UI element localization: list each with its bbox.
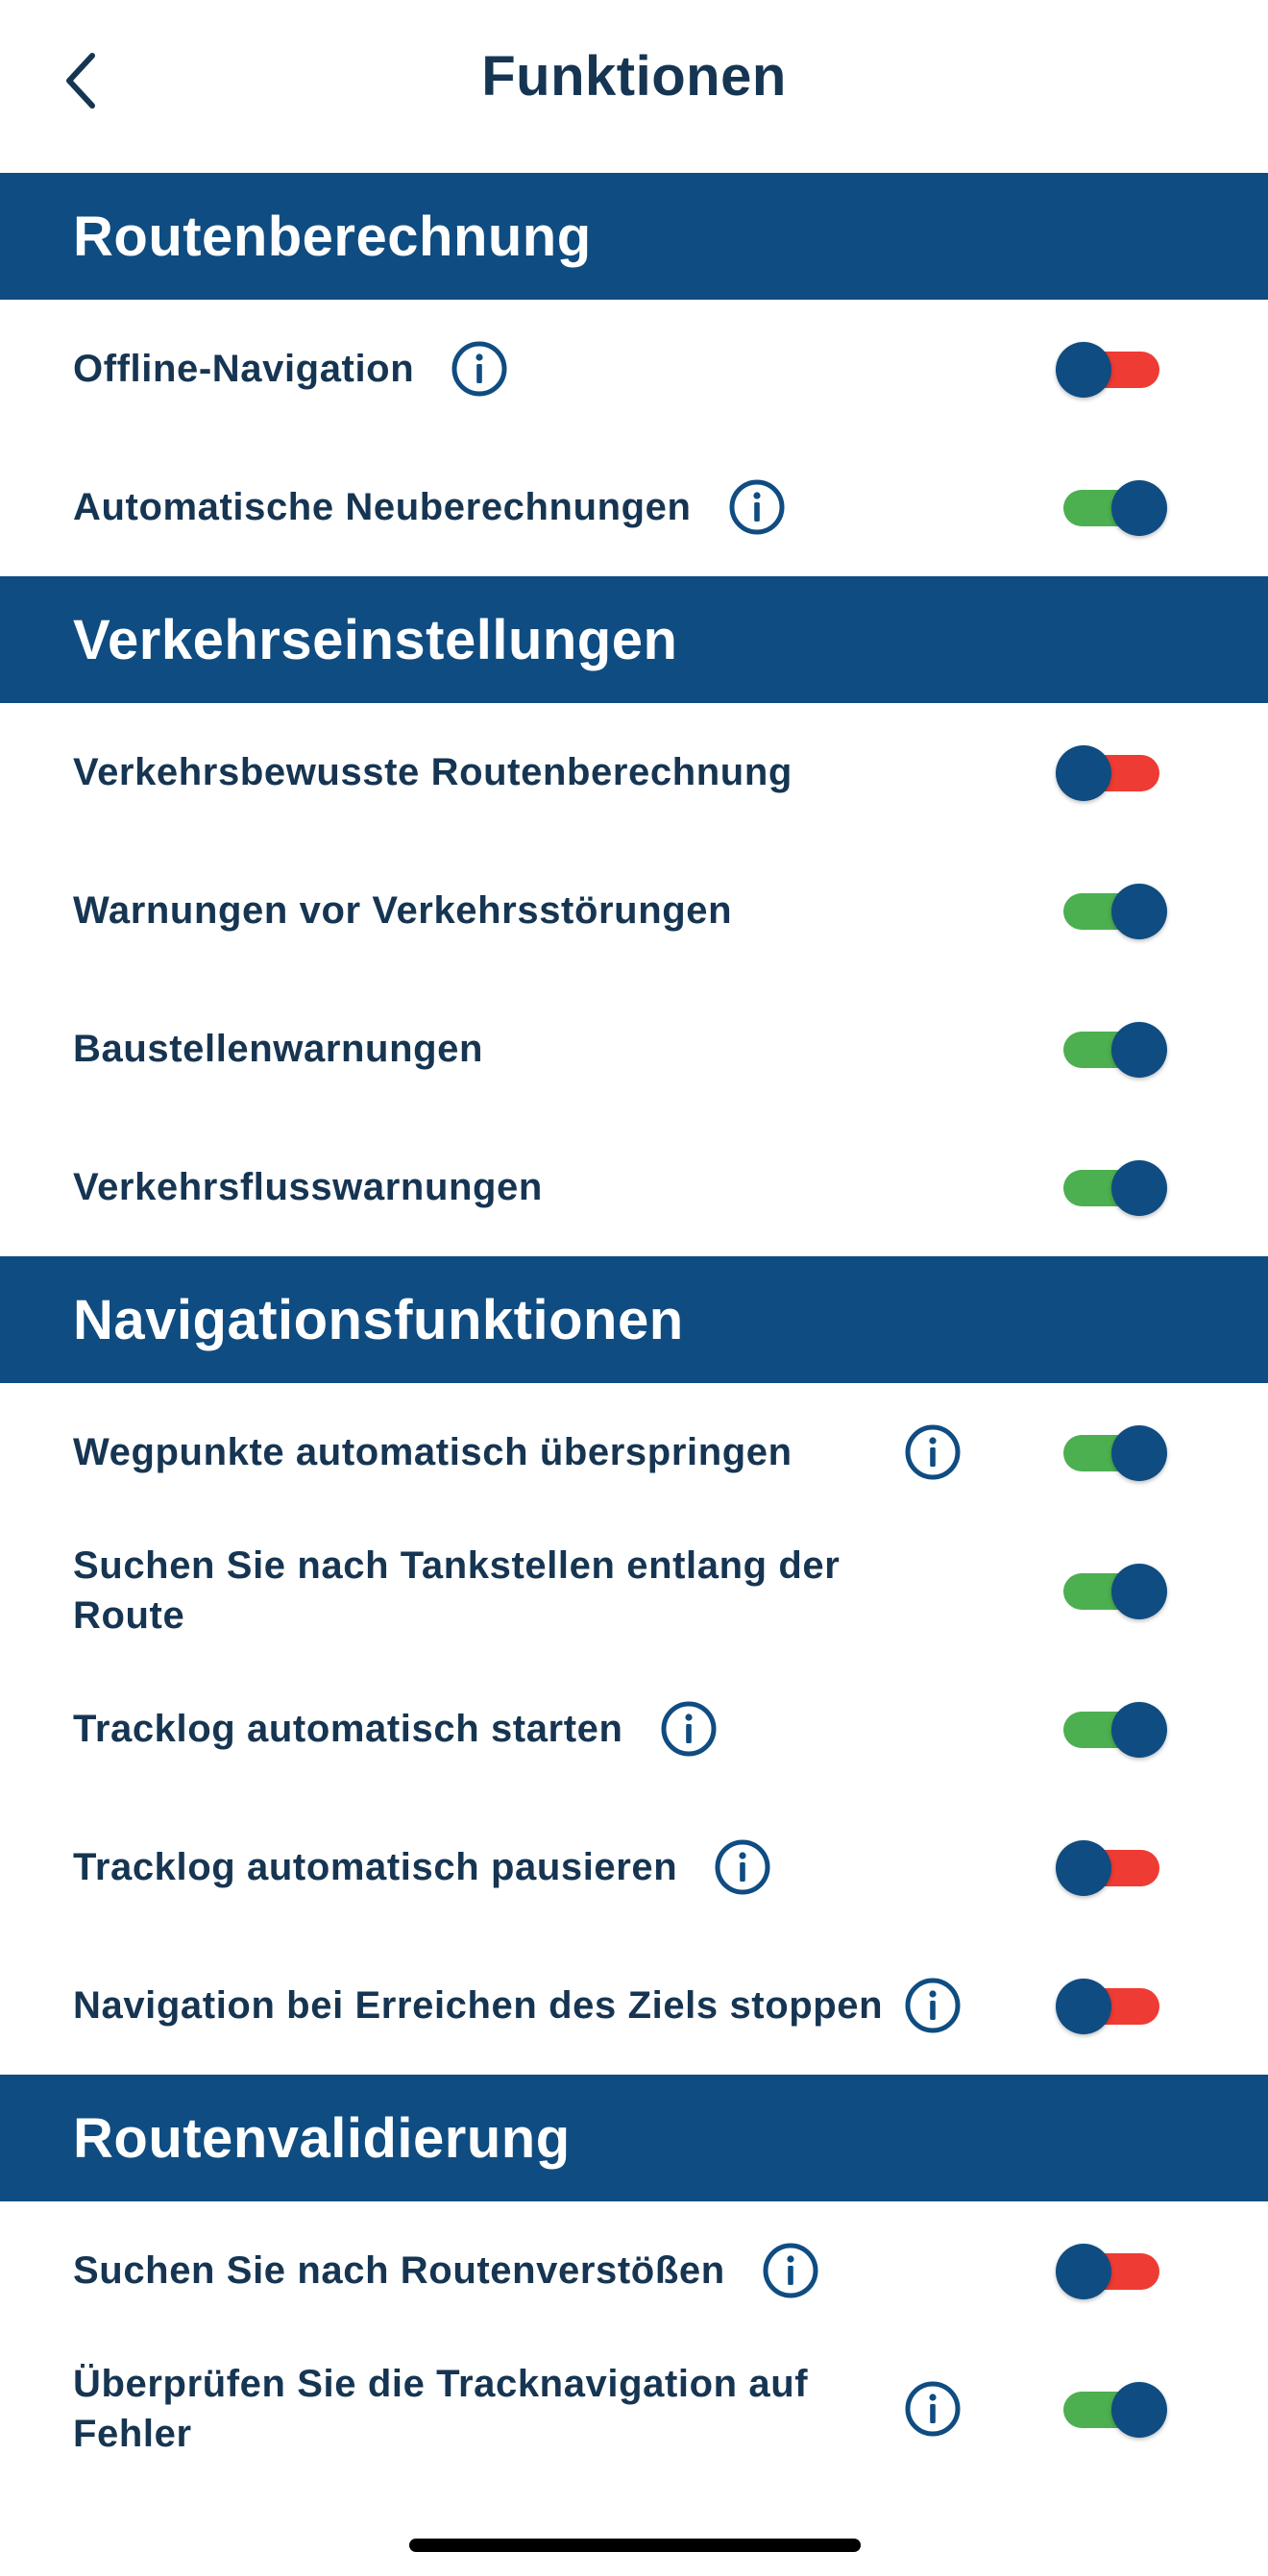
toggle-knob <box>1111 480 1167 536</box>
section-validation <box>0 2075 1268 2478</box>
toggle-switch-traffic-incident-warnings[interactable] <box>1056 884 1167 937</box>
info-button[interactable] <box>762 2242 819 2299</box>
toggle-switch-auto-skip-waypoints[interactable] <box>1056 1425 1167 1479</box>
toggle-knob <box>1056 2244 1111 2299</box>
setting-row-roadwork-warnings <box>0 980 1268 1118</box>
toggle-switch-auto-start-tracklog[interactable] <box>1056 1702 1167 1756</box>
home-indicator <box>409 2539 861 2552</box>
setting-label: Suchen Sie nach Tankstellen entlang der Route <box>73 1544 841 1637</box>
section-body <box>0 300 1268 576</box>
section-header: Routenvalidierung <box>0 2075 1268 2201</box>
settings-list <box>0 173 1268 2478</box>
info-icon[interactable] <box>660 1700 718 1758</box>
toggle-switch-track-navigation-errors[interactable] <box>1056 2382 1167 2436</box>
info-icon[interactable] <box>904 1423 962 1481</box>
setting-label: Verkehrsbewusste Routenberechnung <box>73 751 792 793</box>
toggle-switch-route-violations[interactable] <box>1056 2244 1167 2297</box>
setting-row-traffic-flow-warnings <box>0 1118 1268 1256</box>
toggle-knob <box>1111 2382 1167 2438</box>
setting-row-auto-recalculation <box>0 438 1268 576</box>
section-body <box>0 1383 1268 2075</box>
setting-label: Automatische Neuberechnungen <box>73 486 692 528</box>
toggle-knob <box>1111 1425 1167 1481</box>
setting-row-fuel-stations-along-route <box>0 1521 1268 1660</box>
toggle-knob <box>1111 884 1167 939</box>
setting-label: Tracklog automatisch pausieren <box>73 1846 678 1888</box>
toggle-switch-stop-at-destination[interactable] <box>1056 1979 1167 2032</box>
toggle-switch-auto-pause-tracklog[interactable] <box>1056 1840 1167 1894</box>
toggle-switch-fuel-stations-along-route[interactable] <box>1056 1564 1167 1617</box>
setting-row-auto-skip-waypoints <box>0 1383 1268 1521</box>
setting-label: Tracklog automatisch starten <box>73 1708 623 1750</box>
navigation-bar <box>0 0 1268 173</box>
toggle-knob <box>1056 745 1111 801</box>
page-title: Funktionen <box>481 45 787 108</box>
info-icon[interactable] <box>451 340 508 398</box>
info-icon[interactable] <box>728 478 786 536</box>
info-icon[interactable] <box>904 2380 962 2438</box>
setting-label: Warnungen vor Verkehrsstörungen <box>73 889 733 932</box>
setting-label: Offline-Navigation <box>73 348 415 390</box>
section-navigation <box>0 1256 1268 2075</box>
setting-label: Suchen Sie nach Routenverstößen <box>73 2249 725 2292</box>
setting-label: Wegpunkte automatisch überspringen <box>73 1431 792 1473</box>
section-body <box>0 703 1268 1256</box>
setting-row-stop-at-destination <box>0 1936 1268 2075</box>
info-button[interactable] <box>904 1423 962 1481</box>
toggle-knob <box>1111 1564 1167 1619</box>
info-button[interactable] <box>714 1838 771 1896</box>
info-icon[interactable] <box>762 2242 819 2299</box>
setting-row-auto-pause-tracklog <box>0 1798 1268 1936</box>
setting-label: Baustellenwarnungen <box>73 1028 484 1070</box>
section-header: Routenberechnung <box>0 173 1268 300</box>
setting-label: Navigation bei Erreichen des Ziels stoppen <box>73 1984 884 2027</box>
setting-label: Verkehrsflusswarnungen <box>73 1166 543 1208</box>
section-header: Verkehrseinstellungen <box>0 576 1268 703</box>
section-body <box>0 2201 1268 2478</box>
info-button[interactable] <box>904 2380 962 2438</box>
info-icon[interactable] <box>904 1977 962 2034</box>
setting-row-route-violations <box>0 2201 1268 2340</box>
setting-row-auto-start-tracklog <box>0 1660 1268 1798</box>
setting-row-traffic-incident-warnings <box>0 841 1268 980</box>
section-routing <box>0 173 1268 576</box>
toggle-switch-traffic-aware-routing[interactable] <box>1056 745 1167 799</box>
setting-row-track-navigation-errors <box>0 2340 1268 2478</box>
toggle-knob <box>1056 342 1111 398</box>
info-button[interactable] <box>728 478 786 536</box>
toggle-knob <box>1111 1022 1167 1078</box>
setting-row-traffic-aware-routing <box>0 703 1268 841</box>
toggle-switch-traffic-flow-warnings[interactable] <box>1056 1160 1167 1214</box>
toggle-knob <box>1056 1840 1111 1896</box>
section-traffic <box>0 576 1268 1256</box>
info-button[interactable] <box>451 340 508 398</box>
info-icon[interactable] <box>714 1838 771 1896</box>
info-button[interactable] <box>904 1977 962 2034</box>
toggle-switch-auto-recalculation[interactable] <box>1056 480 1167 534</box>
toggle-knob <box>1111 1160 1167 1216</box>
toggle-switch-roadwork-warnings[interactable] <box>1056 1022 1167 1076</box>
setting-row-offline-navigation <box>0 300 1268 438</box>
section-header: Navigationsfunktionen <box>0 1256 1268 1383</box>
toggle-knob <box>1111 1702 1167 1758</box>
toggle-knob <box>1056 1979 1111 2034</box>
info-button[interactable] <box>660 1700 718 1758</box>
setting-label: Überprüfen Sie die Tracknavigation auf Fehler <box>73 2363 809 2455</box>
toggle-switch-offline-navigation[interactable] <box>1056 342 1167 396</box>
